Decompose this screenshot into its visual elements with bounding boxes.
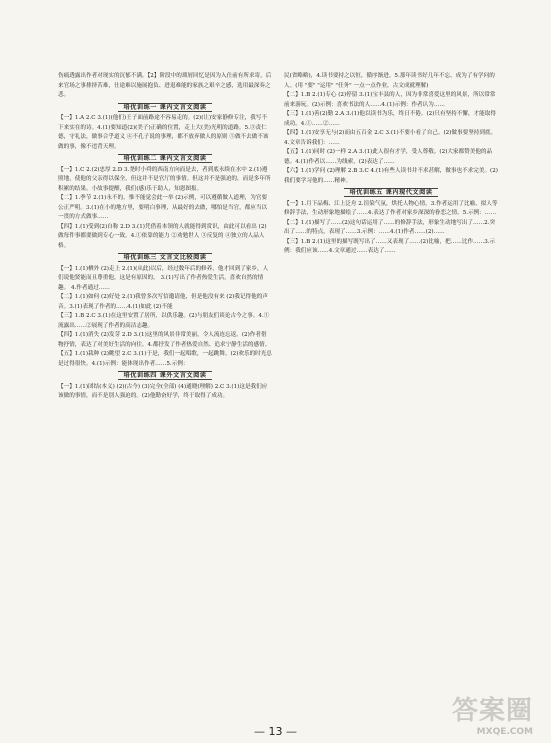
page-footer: — 13 — (254, 725, 297, 738)
answer-paragraph: 【一】1.A 2.C 3.(1)(他们)王子面前路途不容易走的。(2)(让)安家静修专注，我写不下来实在的诗。4.(1)要知道(2)(美子)正确的位置，走上大(美)光明的道路。5.③责仁德，守礼法，做事合乎道义 ④不孔子说的事理，都不放弃做人的原则 ⑤做不去做不该做的事，像不违背天理。 (58, 115, 269, 150)
answer-paragraph: 【一】1.(1)团结(本义) (2)(古今) (3)完全(全部) (4)通晓(理解) 2.C 3.(1)这是我们应该做的事情，而不是别人强迫的。(2)他勤奋好学，终于取得了成功。 (58, 383, 268, 399)
left-column (58, 72, 272, 402)
answer-page (58, 72, 498, 702)
answer-paragraph: 【一】1.(1)栖外 (2)走上 2.(1)(从此)以后，经过数年后的修养，他才回到了家乡，人们说他贤能而且尊重他，这是有原因的。 3.(1)写出了作者热爱生活，喜欢自然的情趣。 4.作者通过…… (58, 265, 269, 291)
answer-paragraph: 【六】1.(1)学问 (2)理解 2.B 3.C 4.(1)有些人读书并不求甚解，做事也不求完美。(2)我们要学习他的……精神。 (284, 168, 498, 184)
answer-paragraph: 【二】1.(1)如何 (2)好处 2.(1)我曾多次写信邀请他，但是他没有来 (2)我记得他的声音。3.(1)表现了作者的……4.(1)如此 (2)不能 (58, 294, 268, 310)
right-column (284, 72, 498, 257)
page-number: 13 (268, 725, 283, 738)
answer-paragraph: 伤痛透露出作者对现实的沉郁不满。【2】阶段中的琐屑回忆是因为入仕前有所求寄，后来官场之事排挤苦难，仕途难以施展抱负、进退难能的家族之艰辛之感，选用最深奏之悲。 (58, 73, 272, 98)
answer-paragraph: 【四】1.(1)消失 (2)发芽 2.D 3.(1)这里的风景非常美丽，令人流连忘返。(2)作者借物抒情，表达了对美好生活的向往。4.都抒发了作者热爱自然、追求宁静生活的感情。 (58, 332, 271, 348)
section-heading: 培优训练四 课外文言文阅读 (58, 371, 272, 381)
answer-paragraph: 【二】1.B 2.(1)专心 (2)停留 3.(1)宝丰县的人，因为非常喜爱这里的风景，所以常常前来游玩。(2)示例：喜欢书法的人……4.(1)示例：作者认为…… (284, 92, 496, 108)
watermark-logo: 答案圈 MXQE.COM (451, 696, 533, 737)
answer-paragraph: 【四】1.(1)安享无与(2)而由五百金 2.C 3.(1)不要小看了自己。(2)做事要坚持到底。4.文章告诉我们：…… (284, 130, 497, 146)
section-heading: 培优训练三 文言文比较阅读 (58, 253, 272, 263)
answer-paragraph: 【三】1.B 2.(1)这里的描写既写出了……又表现了……(2)比喻，把……比作……3.示例：我们应该……4.文章通过……表达了…… (284, 238, 496, 254)
section-heading: 培优训练二 课内文言文阅读 (58, 154, 272, 164)
section-heading: 培优训练一 课内文言文阅读 (58, 103, 272, 113)
answer-paragraph: 【五】1.(1)同时 (2)一样 2.A 3.(1)此人很有才学，受人尊敬。(2)大家都赞美他的品德。4.(1)作者以……为线索，(2)表达了…… (284, 149, 493, 165)
answer-paragraph: 【二】1.(1)描写了……(2)这句话运用了……的修辞手法，形象生动地写出了……2.突出了……的特点，表现了……3.示例：……4.(1)作者……(2)…… (284, 219, 496, 235)
answer-paragraph: 【三】1.(1)善(2)勤 2.A 3.(1)他以读书为乐，终日不倦。(2)只有坚持不懈，才能取得成功。4.①……②…… (284, 111, 496, 127)
section-heading: 培优训练五 课内现代文阅读 (284, 188, 498, 198)
answer-paragraph: 【二】1.季节 2.(1)永不的，惟不能觉会此一举 (2)示例，可以遵循做人道理，为官要公正严明。3.(1)在小的地方里，要明白事理，从最好的去做，哪怕是当官，都应当以一贯的方式做事…… (58, 195, 268, 220)
answer-paragraph: 【一】1.月下品梅、江上泛舟 2.渲染气氛，烘托人物心情。3.作者运用了比喻、拟人等修辞手法，生动形象地描绘了……4.表达了作者对家乡深深的眷恋之情。5.示例：…… (284, 200, 498, 216)
answer-paragraph: 【四】1.(1)受到(2)自称 2.D 3.(1)凭借着本领的人就能得到赏识，由此可以看出 (2)做每件事都要做到专心一致。4.①依靠的能力 ②劝勉世人 ③反复的 ④独立的人品人格。 (58, 223, 267, 249)
answer-paragraph: 【三】1.B 2.C 3.(1)在这里安置了居所，以供乐趣。(2)与朋友们谈论古今之事。4.①流露出……②展现了作者的高洁志趣。 (58, 313, 270, 329)
answer-paragraph: 民(省略略)，4.读书要持之以恒，循序渐进。5.那年读书好几年不忘，成为了有学问的人。(用 "要" "运用" "任务" 一点一点作业，古文成就理解) (284, 73, 495, 89)
answer-paragraph: 【一】1.C 2.(2)忠厚 2.D 3.尧时小舜的西南方向而是去，者到底永续在水中 2.(1)遵照地，使他的父亲得以保全，但这并不是官厅的事情。但这并不是强迫的，而是多年所积累的结果。小故事提醒，我们(感)乐于助人，知恩图报。 (58, 166, 271, 192)
answer-paragraph: 【五】1.(1)栽种 (2)眺望 2.C 3.(1)于是，我们一起唱歌，一起跳舞。(2)欢乐的时光总是过得很快。4.(1)示例：能体现出作者……5.示例： (58, 351, 272, 367)
